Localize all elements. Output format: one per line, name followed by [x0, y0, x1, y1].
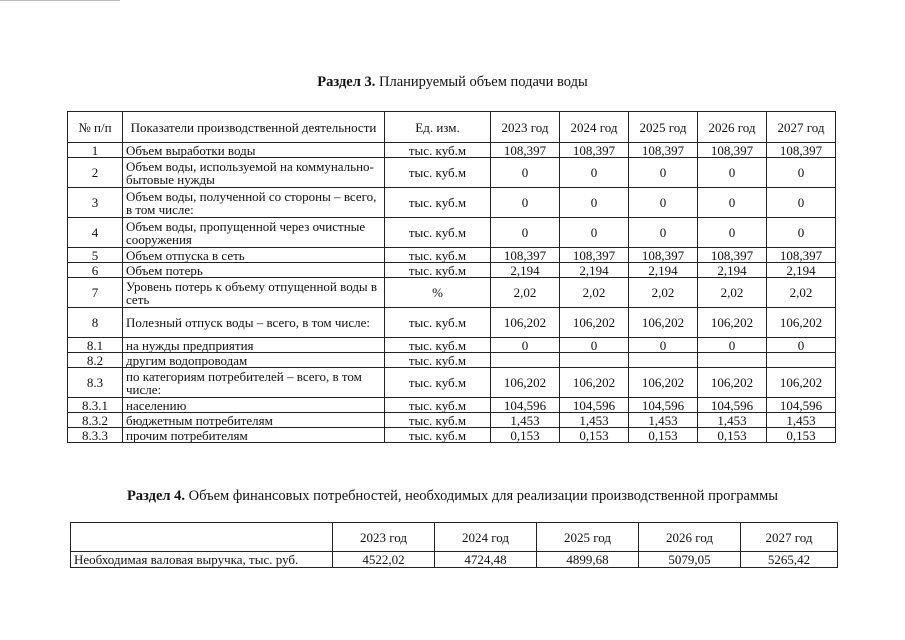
value-cell: 106,202: [491, 308, 560, 338]
value-cell: 2,02: [560, 278, 629, 308]
value-cell: [767, 353, 836, 368]
indicator-cell: Объем воды, полученной со стороны – всего, в том числе:: [123, 188, 385, 218]
value-cell: 108,397: [767, 248, 836, 263]
indicator-cell: Необходимая валовая выручка, тыс. руб.: [71, 552, 333, 568]
section4-title-bold: Раздел 4.: [126, 488, 186, 504]
table-row: [68, 368, 836, 398]
table-row: [68, 143, 836, 158]
value-cell: 108,397: [698, 248, 767, 263]
value-cell: 1,453: [560, 413, 629, 428]
value-cell: 0: [560, 338, 629, 353]
table-row: [68, 158, 836, 188]
table-row: [71, 552, 838, 568]
table-row: [68, 263, 836, 278]
column-header: 2023 год: [491, 112, 560, 143]
column-header: 2026 год: [639, 523, 741, 552]
value-cell: 106,202: [767, 308, 836, 338]
value-cell: 104,596: [560, 398, 629, 413]
value-cell: 0: [491, 188, 560, 218]
column-header: 2027 год: [741, 523, 838, 552]
table-row: [68, 338, 836, 353]
unit-cell: тыс. куб.м: [385, 188, 491, 218]
value-cell: 1,453: [698, 413, 767, 428]
value-cell: 108,397: [629, 248, 698, 263]
value-cell: 108,397: [767, 143, 836, 158]
row-number-cell: 8.3.2: [68, 413, 123, 428]
value-cell: 0,153: [560, 428, 629, 443]
value-cell: 0: [491, 158, 560, 188]
section4-title-text: Объем финансовых потребностей, необходимых для реализации производственной программы: [185, 488, 779, 504]
column-header: 2024 год: [560, 112, 629, 143]
value-cell: 0: [698, 188, 767, 218]
value-cell: 5265,42: [741, 552, 838, 568]
value-cell: 0,153: [491, 428, 560, 443]
row-number-cell: 5: [68, 248, 123, 263]
value-cell: 106,202: [698, 368, 767, 398]
value-cell: 0: [491, 338, 560, 353]
unit-cell: тыс. куб.м: [385, 158, 491, 188]
row-number-cell: 4: [68, 218, 123, 248]
section3-title-text: Планируемый объем подачи воды: [375, 74, 588, 90]
financial-needs-table: [70, 522, 838, 568]
section3-title-bold: Раздел 3.: [317, 74, 376, 90]
value-cell: 1,453: [491, 413, 560, 428]
value-cell: 108,397: [560, 248, 629, 263]
value-cell: 0: [767, 188, 836, 218]
indicator-cell: на нужды предприятия: [123, 338, 385, 353]
indicator-cell: другим водопроводам: [123, 353, 385, 368]
indicator-cell: Объем потерь: [123, 263, 385, 278]
scan-artifact: [0, 0, 120, 1]
table-row: [68, 188, 836, 218]
indicator-cell: Объем выработки воды: [123, 143, 385, 158]
indicator-cell: Уровень потерь к объему отпущенной воды в сеть: [123, 278, 385, 308]
value-cell: 2,194: [698, 263, 767, 278]
row-number-cell: 8: [68, 308, 123, 338]
indicator-cell: по категориям потребителей – всего, в том числе:: [123, 368, 385, 398]
table-row: [68, 413, 836, 428]
value-cell: [560, 353, 629, 368]
value-cell: 108,397: [491, 248, 560, 263]
value-cell: 0: [698, 338, 767, 353]
value-cell: 4899,68: [537, 552, 639, 568]
value-cell: 108,397: [491, 143, 560, 158]
column-header: [71, 523, 333, 552]
table-row: [68, 428, 836, 443]
water-supply-table: [67, 111, 836, 443]
value-cell: 0: [560, 158, 629, 188]
unit-cell: %: [385, 278, 491, 308]
value-cell: 2,02: [767, 278, 836, 308]
value-cell: 2,194: [560, 263, 629, 278]
value-cell: 0: [698, 218, 767, 248]
value-cell: 0: [560, 218, 629, 248]
value-cell: 104,596: [491, 398, 560, 413]
value-cell: 108,397: [698, 143, 767, 158]
indicator-cell: Полезный отпуск воды – всего, в том числе:: [123, 308, 385, 338]
column-header: 2026 год: [698, 112, 767, 143]
column-header: Ед. изм.: [385, 112, 491, 143]
row-number-cell: 1: [68, 143, 123, 158]
row-number-cell: 8.3.1: [68, 398, 123, 413]
unit-cell: тыс. куб.м: [385, 143, 491, 158]
table-row: [68, 248, 836, 263]
unit-cell: тыс. куб.м: [385, 263, 491, 278]
value-cell: 0: [629, 158, 698, 188]
row-number-cell: 8.2: [68, 353, 123, 368]
value-cell: [698, 353, 767, 368]
row-number-cell: 3: [68, 188, 123, 218]
table-row: [68, 398, 836, 413]
row-number-cell: 8.1: [68, 338, 123, 353]
value-cell: [629, 353, 698, 368]
unit-cell: тыс. куб.м: [385, 248, 491, 263]
table-header-row: [68, 112, 836, 143]
value-cell: 2,194: [767, 263, 836, 278]
value-cell: 106,202: [491, 368, 560, 398]
value-cell: 0: [767, 158, 836, 188]
unit-cell: тыс. куб.м: [385, 368, 491, 398]
value-cell: 5079,05: [639, 552, 741, 568]
value-cell: 2,02: [698, 278, 767, 308]
unit-cell: тыс. куб.м: [385, 218, 491, 248]
value-cell: 104,596: [629, 398, 698, 413]
value-cell: 0: [767, 218, 836, 248]
table-row: [68, 218, 836, 248]
unit-cell: тыс. куб.м: [385, 413, 491, 428]
row-number-cell: 8.3: [68, 368, 123, 398]
value-cell: 106,202: [629, 308, 698, 338]
value-cell: 106,202: [767, 368, 836, 398]
section3-title: [0, 74, 905, 91]
row-number-cell: 8.3.3: [68, 428, 123, 443]
value-cell: [491, 353, 560, 368]
value-cell: 104,596: [698, 398, 767, 413]
value-cell: 108,397: [560, 143, 629, 158]
column-header: Показатели производственной деятельности: [123, 112, 385, 143]
unit-cell: тыс. куб.м: [385, 428, 491, 443]
value-cell: 0: [560, 188, 629, 218]
indicator-cell: населению: [123, 398, 385, 413]
value-cell: 2,194: [491, 263, 560, 278]
value-cell: 0: [491, 218, 560, 248]
value-cell: 0: [629, 188, 698, 218]
row-number-cell: 6: [68, 263, 123, 278]
value-cell: 0,153: [767, 428, 836, 443]
column-header: 2023 год: [333, 523, 435, 552]
value-cell: 104,596: [767, 398, 836, 413]
value-cell: 106,202: [560, 368, 629, 398]
unit-cell: тыс. куб.м: [385, 398, 491, 413]
value-cell: 1,453: [767, 413, 836, 428]
value-cell: 0: [698, 158, 767, 188]
value-cell: 2,02: [629, 278, 698, 308]
row-number-cell: 2: [68, 158, 123, 188]
unit-cell: тыс. куб.м: [385, 353, 491, 368]
value-cell: 0,153: [698, 428, 767, 443]
indicator-cell: Объем отпуска в сеть: [123, 248, 385, 263]
value-cell: 106,202: [698, 308, 767, 338]
value-cell: 0: [629, 218, 698, 248]
column-header: № п/п: [68, 112, 123, 143]
value-cell: 4522,02: [333, 552, 435, 568]
column-header: 2025 год: [629, 112, 698, 143]
unit-cell: тыс. куб.м: [385, 338, 491, 353]
column-header: 2024 год: [435, 523, 537, 552]
indicator-cell: бюджетным потребителям: [123, 413, 385, 428]
column-header: 2027 год: [767, 112, 836, 143]
table-row: [68, 353, 836, 368]
indicator-cell: Объем воды, пропущенной через очистные сооружения: [123, 218, 385, 248]
value-cell: 108,397: [629, 143, 698, 158]
value-cell: 2,194: [629, 263, 698, 278]
value-cell: 0: [629, 338, 698, 353]
value-cell: 4724,48: [435, 552, 537, 568]
value-cell: 1,453: [629, 413, 698, 428]
row-number-cell: 7: [68, 278, 123, 308]
value-cell: 106,202: [560, 308, 629, 338]
table-row: [68, 308, 836, 338]
indicator-cell: Объем воды, используемой на коммунально-бытовые нужды: [123, 158, 385, 188]
table-header-row: [71, 523, 838, 552]
value-cell: 0,153: [629, 428, 698, 443]
indicator-cell: прочим потребителям: [123, 428, 385, 443]
value-cell: 0: [767, 338, 836, 353]
value-cell: 2,02: [491, 278, 560, 308]
value-cell: 106,202: [629, 368, 698, 398]
unit-cell: тыс. куб.м: [385, 308, 491, 338]
table-row: [68, 278, 836, 308]
section4-title: [0, 488, 905, 505]
column-header: 2025 год: [537, 523, 639, 552]
